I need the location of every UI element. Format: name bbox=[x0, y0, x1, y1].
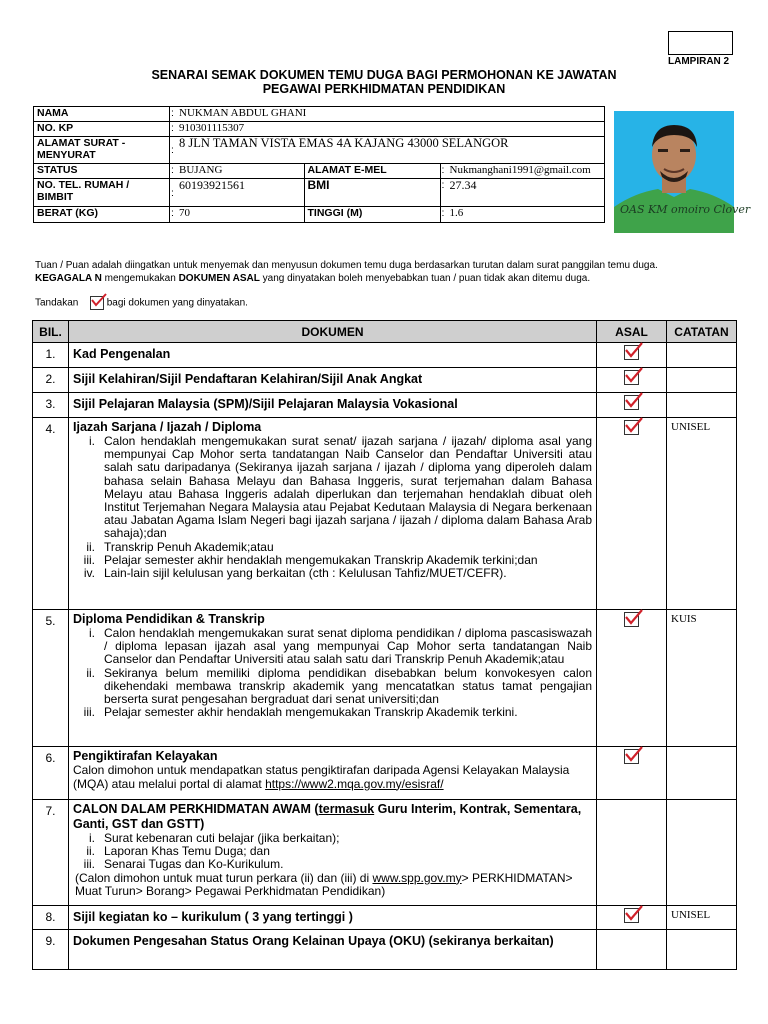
colon: : bbox=[170, 122, 177, 137]
item-number: i. bbox=[89, 434, 95, 448]
item-text: Senarai Tugas dan Ko-Kurikulum. bbox=[104, 857, 284, 872]
document-title: Kad Pengenalan bbox=[73, 347, 171, 361]
list-item bbox=[73, 435, 592, 541]
instruction-note bbox=[35, 259, 715, 285]
list-item bbox=[73, 541, 592, 554]
document-title: Pengiktirafan Kelayakan bbox=[73, 749, 218, 763]
asal-checkbox[interactable] bbox=[597, 747, 667, 800]
note-kegagalan: KEGAGALA N bbox=[35, 273, 102, 284]
colon: : bbox=[170, 207, 177, 223]
document-title: Sijil Kelahiran/Sijil Pendaftaran Kelahiran/Sijil Anak Angkat bbox=[73, 372, 423, 386]
tinggi-label: TINGGI (M) bbox=[304, 207, 440, 223]
nokp-value: 910301115307 bbox=[176, 122, 605, 137]
nokp-label: NO. KP bbox=[34, 122, 170, 137]
asal-checkbox[interactable] bbox=[597, 610, 667, 747]
download-note-path: > PERKHIDMATAN> Muat Turun> Borang> Pegawai Perkhidmatan Pendidikan) bbox=[75, 870, 573, 899]
status-value: BUJANG bbox=[176, 164, 304, 179]
status-label: STATUS bbox=[34, 164, 170, 179]
asal-checkbox[interactable] bbox=[597, 368, 667, 393]
table-row bbox=[33, 343, 737, 368]
item-number: i. bbox=[89, 831, 95, 845]
asal-checkbox[interactable] bbox=[597, 393, 667, 418]
asal-checkbox[interactable] bbox=[597, 800, 667, 906]
document-title: Dokumen Pengesahan Status Orang Kelainan Upaya (OKU) (sekiranya berkaitan) bbox=[73, 934, 554, 948]
colon: : bbox=[440, 179, 447, 207]
document-title: Sijil Pelajaran Malaysia (SPM)/Sijil Pelajaran Malaysia Vokasional bbox=[73, 397, 458, 411]
applicant-photo bbox=[614, 111, 751, 233]
list-item bbox=[73, 706, 592, 719]
table-row bbox=[33, 800, 737, 906]
sample-checkbox-icon bbox=[90, 296, 104, 310]
note-text-c: mengemukakan bbox=[104, 273, 176, 284]
checkmark-icon bbox=[624, 345, 639, 360]
item-text: Calon hendaklah mengemukakan surat senat diploma pendidikan / diploma pascasiswazah / diploma lepasan ijazah asal yang mempunyai Cap Mohor serta tandatangan Naib Canselor dan Pendaftar Universiti atau salah satu dari Transkrip Penuh Akademik;atau bbox=[104, 626, 592, 667]
asal-checkbox[interactable] bbox=[597, 906, 667, 930]
tandakan-text: Tandakan bbox=[35, 297, 79, 309]
item-number: iii. bbox=[83, 705, 95, 720]
email-value: Nukmanghani1991@gmail.com bbox=[447, 164, 605, 179]
table-row bbox=[33, 747, 737, 800]
sub-item-list bbox=[73, 832, 592, 872]
checkmark-icon bbox=[624, 749, 639, 764]
row-number: 4. bbox=[33, 418, 69, 610]
berat-label: BERAT (KG) bbox=[34, 207, 170, 223]
table-row bbox=[33, 368, 737, 393]
colon: : bbox=[440, 164, 447, 179]
nama-value: NUKMAN ABDUL GHANI bbox=[176, 107, 605, 122]
header-dokumen: DOKUMEN bbox=[69, 321, 597, 343]
berat-value: 70 bbox=[176, 207, 304, 223]
item-text: Surat kebenaran cuti belajar (jika berkaitan); bbox=[104, 831, 340, 845]
asal-checkbox[interactable] bbox=[597, 343, 667, 368]
document-description bbox=[73, 764, 592, 791]
nama-label: NAMA bbox=[34, 107, 170, 122]
title-part-termasuk: termasuk bbox=[318, 802, 375, 816]
bmi-label: BMI bbox=[304, 179, 440, 207]
checkmark-icon bbox=[624, 395, 639, 410]
list-item bbox=[73, 627, 592, 667]
row-number: 2. bbox=[33, 368, 69, 393]
item-number: iii. bbox=[83, 857, 95, 872]
item-text: Pelajar semester akhir hendaklah mengemukakan Transkrip Akademik terkini;dan bbox=[104, 552, 538, 567]
lampiran-box bbox=[668, 31, 733, 55]
item-text: Transkrip Penuh Akademik;atau bbox=[104, 539, 274, 554]
tandakan-note bbox=[35, 296, 248, 310]
tandakan-text-2: bagi dokumen yang dinyatakan. bbox=[106, 297, 248, 309]
row-number: 6. bbox=[33, 747, 69, 800]
table-row bbox=[33, 610, 737, 747]
shirt-print: OAS KM omoiro Clover bbox=[620, 203, 751, 216]
download-note bbox=[73, 872, 592, 899]
form-title-line-2: PEGAWAI PERKHIDMATAN PENDIDIKAN bbox=[262, 82, 506, 96]
tinggi-value: 1.6 bbox=[447, 207, 605, 223]
document-title: Diploma Pendidikan & Transkrip bbox=[73, 612, 265, 626]
table-row bbox=[33, 906, 737, 930]
item-number: ii. bbox=[86, 665, 95, 680]
asal-checkbox[interactable] bbox=[597, 930, 667, 970]
catatan-cell: UNISEL bbox=[667, 418, 737, 610]
row-number: 8. bbox=[33, 906, 69, 930]
note-text-a: Tuan / Puan adalah diingatkan untuk menyemak dan menyusun dokumen temu duga berdasarkan turutan dalam surat panggilan temu duga. bbox=[35, 260, 658, 271]
catatan-cell: UNISEL bbox=[667, 906, 737, 930]
row-number: 5. bbox=[33, 610, 69, 747]
list-item bbox=[73, 667, 592, 707]
description-text: Calon dimohon untuk mendapatkan status pengiktirafan daripada Agensi Kelayakan Malaysia (MQA) atau melalui portal di alamat bbox=[73, 763, 570, 791]
alamat-label: ALAMAT SURAT - MENYURAT bbox=[34, 137, 170, 164]
list-item bbox=[73, 567, 592, 580]
spp-link[interactable]: www.spp.gov.my bbox=[372, 870, 462, 885]
colon: : bbox=[440, 207, 447, 223]
table-row bbox=[33, 393, 737, 418]
row-number: 3. bbox=[33, 393, 69, 418]
catatan-cell bbox=[667, 343, 737, 368]
colon: : bbox=[170, 179, 177, 207]
tel-value: 60193921561 bbox=[176, 179, 304, 207]
item-text: Calon hendaklah mengemukakan surat senat/ ijazah sarjana / ijazah/ diploma asal yang mempunyai Cap Mohor serta tandatangan Naib Canselor dan Pendaftar Universiti atau salah satu daripadanya (Sekiranya ijazah sarjana / ijazah / diploma yang diperoleh dalam bahasa selain Bahasa Melayu dan Bahasa Inggeris, surat terjemahan dalam Bahasa Melayu atau Bahasa Inggeris adalah diperlukan dan terjemahan hendaklah dibuat oleh Institut Terjemahan Negara Malaysia atau Pejabat Kedutaan Malaysia di Negara berkenaan atau Jabatan Agama Islam Negeri bagi ijazah sarjana / ijazah / diploma dalam Bahasa Arab sahaja);dan bbox=[104, 434, 592, 541]
lampiran-label: LAMPIRAN 2 bbox=[668, 56, 730, 67]
checkmark-icon bbox=[624, 908, 639, 923]
row-number: 7. bbox=[33, 800, 69, 906]
checkmark-icon bbox=[624, 612, 639, 627]
mqa-link[interactable]: https://www2.mqa.gov.my/esisraf/ bbox=[265, 776, 444, 791]
table-row bbox=[33, 930, 737, 970]
catatan-cell bbox=[667, 800, 737, 906]
document-checklist-table bbox=[32, 320, 737, 970]
alamat-value: 8 JLN TAMAN VISTA EMAS 4A KAJANG 43000 SELANGOR bbox=[176, 137, 605, 164]
email-label: ALAMAT E-MEL bbox=[304, 164, 440, 179]
header-catatan: CATATAN bbox=[667, 321, 737, 343]
item-text: Pelajar semester akhir hendaklah mengemukakan Transkrip Akademik terkini. bbox=[104, 705, 518, 720]
header-bil: BIL. bbox=[33, 321, 69, 343]
colon: : bbox=[170, 107, 177, 122]
asal-checkbox[interactable] bbox=[597, 418, 667, 610]
item-text: Laporan Khas Temu Duga; dan bbox=[104, 844, 270, 859]
item-number: i. bbox=[89, 626, 95, 640]
bmi-value: 27.34 bbox=[447, 179, 605, 207]
sub-item-list bbox=[73, 435, 592, 580]
checkmark-icon bbox=[624, 420, 639, 435]
catatan-cell: KUIS bbox=[667, 610, 737, 747]
row-number: 1. bbox=[33, 343, 69, 368]
sub-item-list bbox=[73, 627, 592, 719]
item-number: ii. bbox=[86, 539, 95, 554]
table-row bbox=[33, 418, 737, 610]
applicant-info-table bbox=[33, 106, 605, 223]
item-number: iii. bbox=[83, 552, 95, 567]
form-title-line-1: SENARAI SEMAK DOKUMEN TEMU DUGA BAGI PERMOHONAN KE JAWATAN bbox=[151, 68, 617, 82]
catatan-cell bbox=[667, 368, 737, 393]
catatan-cell bbox=[667, 930, 737, 970]
document-title bbox=[73, 802, 592, 832]
catatan-cell bbox=[667, 747, 737, 800]
checkmark-icon bbox=[624, 370, 639, 385]
row-number: 9. bbox=[33, 930, 69, 970]
header-asal: ASAL bbox=[597, 321, 667, 343]
note-dokumen-asal: DOKUMEN ASAL bbox=[178, 273, 260, 284]
item-number: ii. bbox=[86, 844, 95, 859]
colon: : bbox=[170, 137, 177, 164]
title-part-a: CALON DALAM PERKHIDMATAN AWAM ( bbox=[73, 802, 319, 816]
download-note-text: (Calon dimohon untuk muat turun perkara (ii) dan (iii) di bbox=[75, 870, 370, 885]
item-text: Lain-lain sijil kelulusan yang berkaitan (cth : Kelulusan Tahfiz/MUET/CEFR). bbox=[104, 566, 507, 581]
document-title: Ijazah Sarjana / Ijazah / Diploma bbox=[73, 420, 262, 434]
colon: : bbox=[170, 164, 177, 179]
catatan-cell bbox=[667, 393, 737, 418]
title-part-c: Guru Interim, Kontrak, Sementara, Ganti, GST dan GSTT) bbox=[73, 802, 582, 831]
tel-label: NO. TEL. RUMAH / BIMBIT bbox=[34, 179, 170, 207]
document-title: Sijil kegiatan ko – kurikulum ( 3 yang tertinggi ) bbox=[73, 910, 353, 924]
item-text: Sekiranya belum memiliki diploma pendidikan disebabkan belum konvokesyen calon dikehendaki membawa transkrip akademik yang mencatatkan status tamat pengajian berserta surat pengesahan bergraduat dari senat universiti;dan bbox=[104, 665, 592, 707]
note-text-e: yang dinyatakan boleh menyebabkan tuan / puan tidak akan ditemu duga. bbox=[262, 273, 591, 284]
item-number: iv. bbox=[83, 566, 95, 581]
